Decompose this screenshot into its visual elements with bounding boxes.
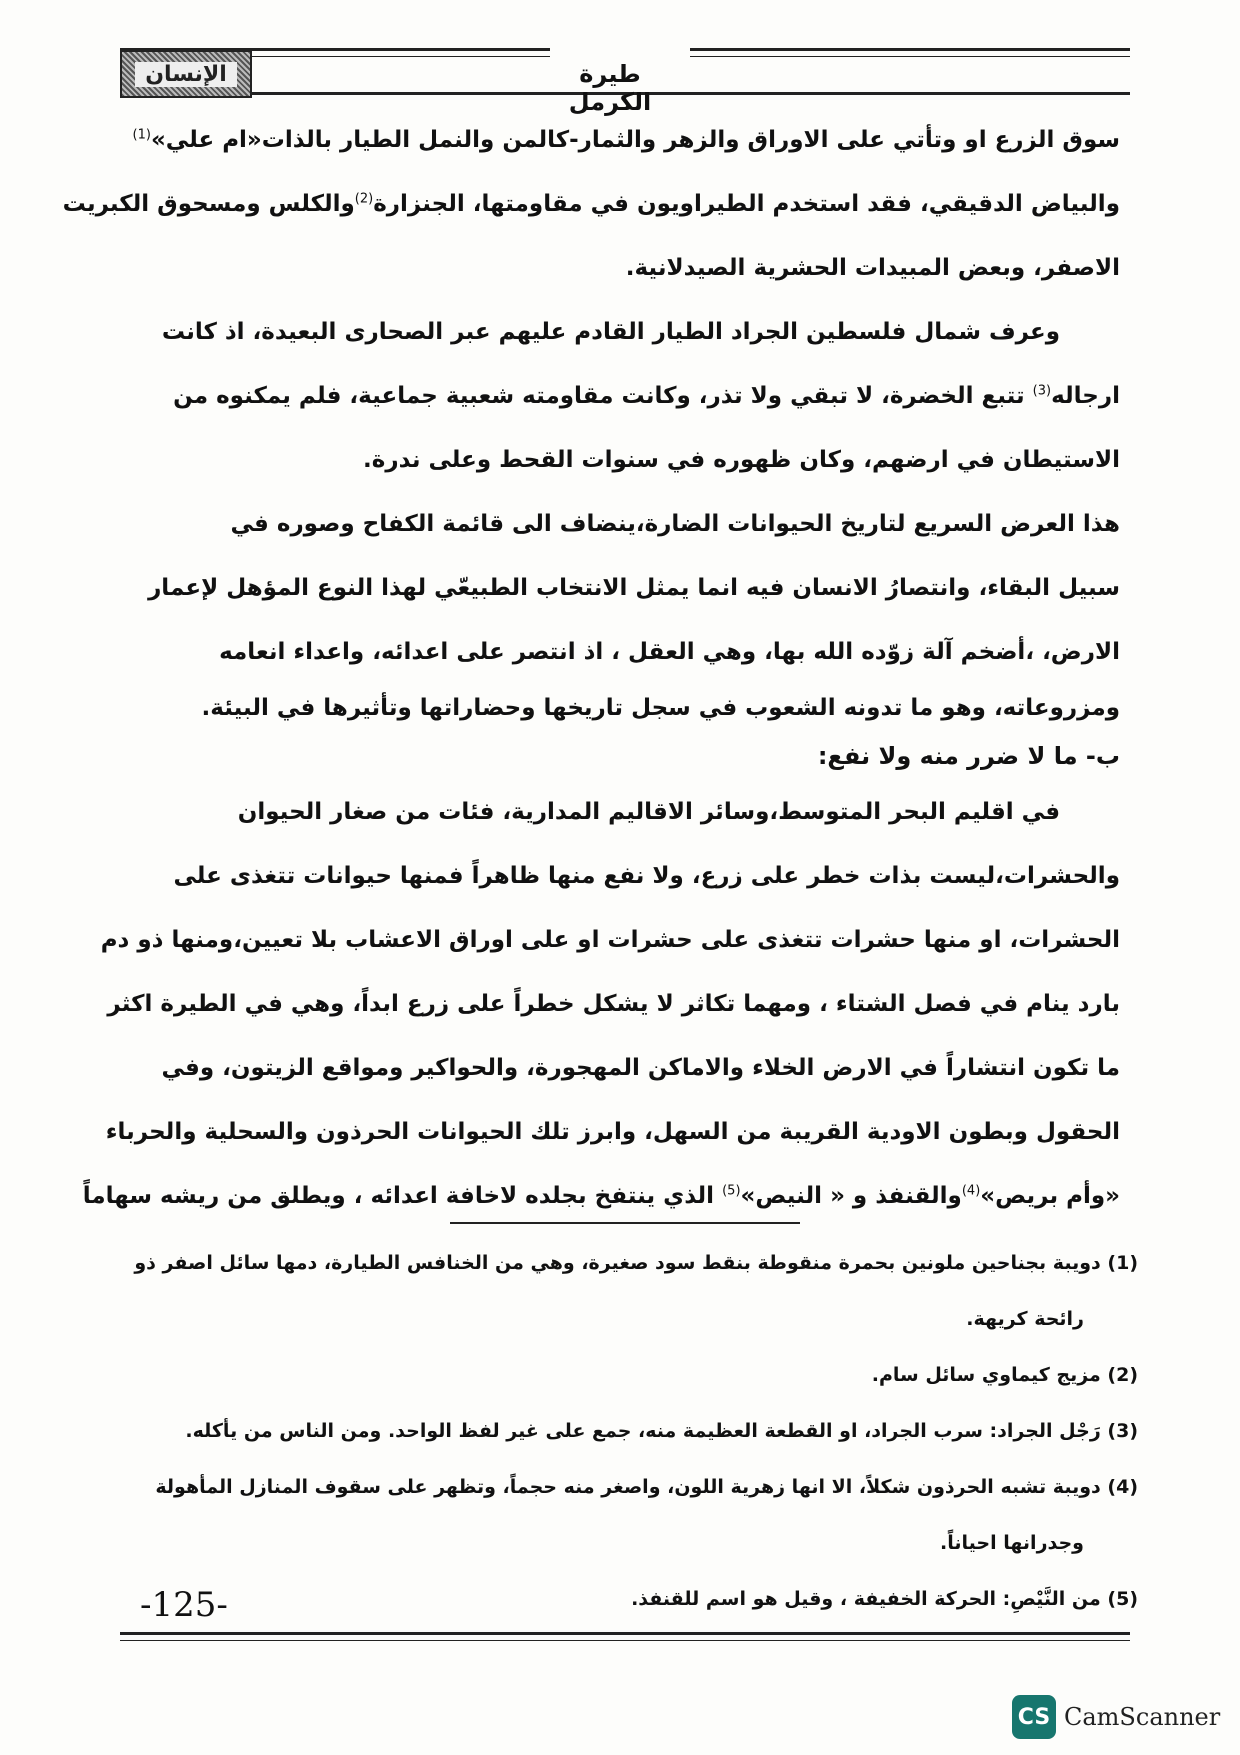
text-line: الحشرات، او منها حشرات تتغذى على حشرات او على اوراق الاعشاب بلا تعيين،ومنها ذو دم: [100, 927, 1120, 953]
section-badge-label: الإنسان: [135, 62, 237, 87]
header-rule-right-2: [690, 56, 1130, 57]
text-line: هذا العرض السريع لتاريخ الحيوانات الضارة،ينضاف الى قائمة الكفاح وصوره في: [230, 511, 1120, 537]
footnote-3: (3) رَجْل الجراد: سرب الجراد، او القطعة العظيمة منه، جمع على غير لفظ الواحد. ومن الناس من يأكله.: [185, 1420, 1138, 1442]
footnotes: [118, 1235, 1138, 1627]
text-line: الحقول وبطون الاودية القريبة من السهل، وابرز تلك الحيوانات الحرذون والسحلية والحرباء: [105, 1119, 1120, 1145]
footnote-5: (5) من النَّيْصِ: الحركة الخفيفة ، وقيل هو اسم للقنفذ.: [631, 1588, 1138, 1610]
text-line: سوق الزرع او وتأتي على الاوراق والزهر والثمار-كالمن والنمل الطيار بالذات«ام علي»$^{(1)}$: [132, 127, 1120, 153]
text-line: وعرف شمال فلسطين الجراد الطيار القادم عليهم عبر الصحارى البعيدة، اذ كانت: [161, 319, 1060, 345]
text-line: ومزروعاته، وهو ما تدونه الشعوب في سجل تاريخها وحضاراتها وتأثيرها في البيئة.: [201, 695, 1120, 721]
text-line: بارد ينام في فصل الشتاء ، ومهما تكاثر لا يشكل خطراً على زرع ابداً، وهي في الطيرة اكثر: [107, 991, 1120, 1017]
camscanner-watermark: [1012, 1695, 1220, 1739]
footer-rule-1: [120, 1632, 1130, 1635]
subheading: ب- ما لا ضرر منه ولا نفع:: [817, 742, 1120, 770]
header-rule-left-2: [250, 56, 550, 57]
footer-rule-2: [120, 1640, 1130, 1641]
text-line: ارجاله$^{(3)}$ تتبع الخضرة، لا تبقي ولا تذر، وكانت مقاومته شعبية جماعية، فلم يمكنوه من: [173, 383, 1120, 409]
text-line: «وأم بريص»$^{(4)}$والقنفذ و « النيص»$^{(5)}$ الذي ينتفخ بجلده لاخافة اعدائه ، ويطلق من ريشه سهاماً: [82, 1183, 1120, 1209]
camscanner-text: CamScanner: [1064, 1703, 1221, 1731]
text-line: الاستيطان في ارضهم، وكان ظهوره في سنوات القحط وعلى ندرة.: [363, 447, 1120, 473]
footnote-4: (4) دويبة تشبه الحرذون شكلاً، الا انها زهرية اللون، واصغر منه حجماً، وتظهر على سقوف المنازل المأهولة: [155, 1476, 1138, 1498]
header-rule-top-right: [690, 48, 1130, 51]
footnote-1: (1) دويبة بجناحين ملونين بحمرة منقوطة بنقط سود صغيرة، وهي من الخنافس الطيارة، دمها سائل اصفر ذو: [134, 1252, 1138, 1274]
running-header-title: طيرة الكرمل: [568, 60, 652, 116]
page-number: -125-: [140, 1585, 228, 1625]
text-line: الارض، ،أضخم آلة زوّده الله بها، وهي العقل ، اذ انتصر على اعدائه، واعداء انعامه: [219, 639, 1120, 665]
header-rule-bottom: [250, 92, 1130, 95]
camscanner-logo-icon: CS: [1012, 1695, 1056, 1739]
footnote-1-continued: رائحة كريهة.: [966, 1308, 1084, 1330]
text-line: الاصفر، وبعض المبيدات الحشرية الصيدلانية.: [625, 255, 1120, 281]
text-line: والحشرات،ليست بذات خطر على زرع، ولا نفع منها ظاهراً فمنها حيوانات تتغذى على: [173, 863, 1120, 889]
body-text: [62, 108, 1120, 1228]
footnote-4-continued: وجدرانها احياناً.: [940, 1532, 1084, 1554]
text-line: في اقليم البحر المتوسط،وسائر الاقاليم المدارية، فئات من صغار الحيوان: [237, 799, 1060, 825]
text-line: والبياض الدقيقي، فقد استخدم الطيراويون في مقاومتها، الجنزارة$^{(2)}$والكلس ومسحوق الكبريت: [62, 191, 1120, 217]
text-line: ما تكون انتشاراً في الارض الخلاء والاماكن المهجورة، والحواكير ومواقع الزيتون، وفي: [161, 1055, 1120, 1081]
footnote-2: (2) مزيج كيماوي سائل سام.: [871, 1364, 1138, 1386]
footnote-separator: [450, 1222, 800, 1224]
text-line: سبيل البقاء، وانتصارُ الانسان فيه انما يمثل الانتخاب الطبيعّي لهذا النوع المؤهل لإعمار: [148, 575, 1120, 601]
section-badge: [120, 50, 252, 98]
